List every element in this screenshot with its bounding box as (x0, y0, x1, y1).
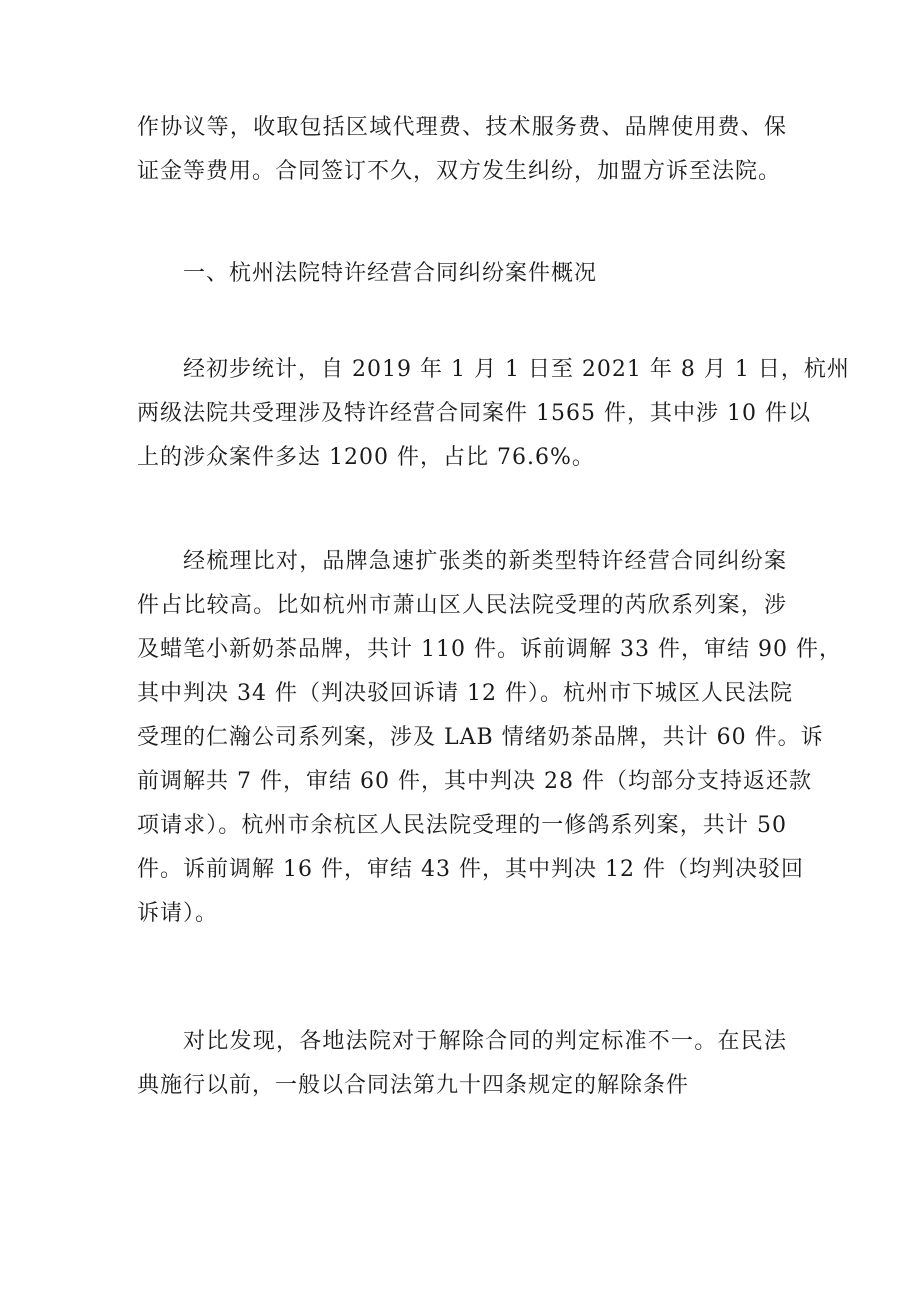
section-heading (137, 252, 787, 296)
text-line: 诉请）。 (137, 901, 219, 926)
paragraph-continuation (137, 106, 787, 194)
text-line: 受理的仁瀚公司系列案，涉及 LAB 情绪奶茶品牌，共计 60 件。诉 (137, 725, 824, 750)
text-line: 作协议等，收取包括区域代理费、技术服务费、品牌使用费、保 (137, 115, 787, 140)
text-line: 上的涉众案件多达 1200 件，占比 76.6%。 (137, 445, 595, 470)
text-line: 证金等费用。合同签订不久，双方发生纠纷，加盟方诉至法院。 (137, 159, 782, 184)
heading-text: 一、杭州法院特许经营合同纠纷案件概况 (183, 261, 598, 286)
text-line: 前调解共 7 件，审结 60 件，其中判决 28 件（均部分支持返还款 (137, 769, 812, 794)
paragraph-statistics (137, 348, 850, 480)
paragraph-comparison (137, 1020, 787, 1108)
text-line: 项请求）。杭州市余杭区人民法院受理的一修鸽系列案，共计 50 (137, 813, 787, 838)
text-line: 件占比较高。比如杭州市萧山区人民法院受理的芮欣系列案，涉 (137, 593, 787, 618)
text-line: 件。诉前调解 16 件，审结 43 件，其中判决 12 件（均判决驳回 (137, 857, 804, 882)
paragraph-cases (137, 540, 842, 936)
text-line: 两级法院共受理涉及特许经营合同案件 1565 件，其中涉 10 件以 (137, 401, 811, 426)
text-line: 对比发现，各地法院对于解除合同的判定标准不一。在民法 (183, 1029, 787, 1054)
text-line: 及蜡笔小新奶茶品牌，共计 110 件。诉前调解 33 件，审结 90 件， (137, 637, 842, 662)
text-line: 经梳理比对，品牌急速扩张类的新类型特许经营合同纠纷案 (183, 549, 787, 574)
text-line: 典施行以前，一般以合同法第九十四条规定的解除条件 (137, 1073, 690, 1098)
text-line: 经初步统计，自 2019 年 1 月 1 日至 2021 年 8 月 1 日，杭州 (183, 357, 850, 382)
text-line: 其中判决 34 件（判决驳回诉请 12 件）。杭州市下城区人民法院 (137, 681, 793, 706)
